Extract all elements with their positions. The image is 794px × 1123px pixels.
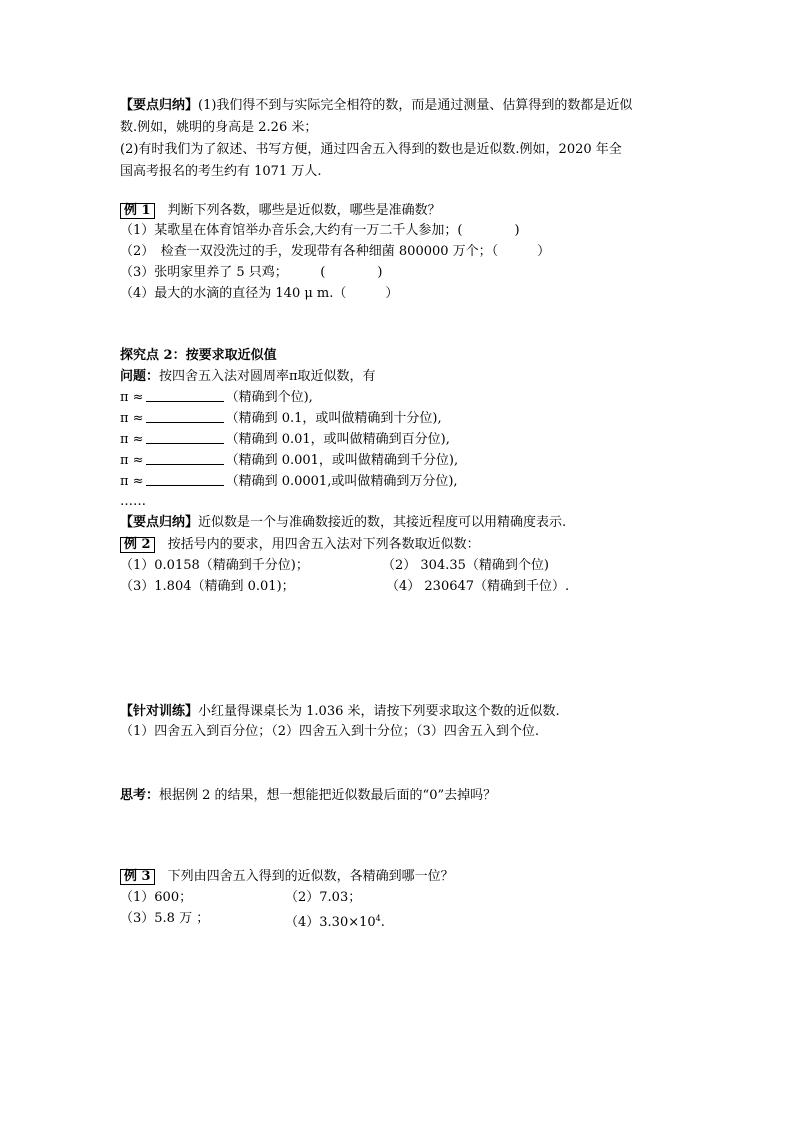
example-3-question: 例 3 下列由四舍五入得到的近似数，各精确到哪一位？ [120,868,454,886]
answer-blank[interactable] [146,410,224,423]
key-points-label: 【要点归纳】 [120,515,199,530]
key-points-2: 【要点归纳】近似数是一个与准确数接近的数，其接近程度可以用精确度表示. [120,515,567,530]
answer-blank[interactable] [146,452,224,465]
example-2-item-3: （3）1.804（精确到 0.01)； [120,579,295,594]
pi-row-5: π ≈ （精确到 0.0001,或叫做精确到万分位), [120,474,458,489]
example-2-item-4: （4） 230647（精确到千位）. [386,579,570,594]
pi-row-1: π ≈ （精确到个位), [120,390,313,405]
think-label: 思考： [120,788,160,803]
example-3-item-1: （1）600； [120,890,193,905]
pi-row-4: π ≈ （精确到 0.001，或叫做精确到千分位), [120,453,459,468]
training-line-1: 【针对训练】小红量得课桌长为 1.036 米，请按下列要求取这个数的近似数. [120,704,560,719]
key-points-label: 【要点归纳】 [120,98,199,113]
key-points-1-line-2: 数.例如，姚明的身高是 2.26 米； [120,120,318,135]
ellipsis: …… [120,494,146,509]
training-label: 【针对训练】 [120,704,199,719]
example-3-item-4: $(4)3.30\times 10^4$. [285,914,385,930]
key-points-1-line-1: 【要点归纳】(1)我们得不到与实际完全相符的数，而是通过测量、估算得到的数都是近似 [120,98,633,113]
example-3-label: 例 3 [120,869,155,885]
example-3-item-3: （3）5.8 万 ； [120,911,210,926]
example-1-label: 例 1 [120,203,155,219]
answer-blank[interactable] [146,431,224,444]
example-2-label: 例 2 [120,537,155,553]
training-line-2: （1）四舍五入到百分位；（2）四舍五入到十分位；（3）四舍五入到个位. [120,724,539,739]
example-1-item-1: （1）某歌星在体育馆举办音乐会,大约有一万二千人参加；( ) [120,223,520,238]
example-2-question: 例 2 按括号内的要求，用四舍五入法对下列各数取近似数： [120,536,480,554]
section-2-heading: 探究点 2：按要求取近似值 [120,348,277,363]
pi-row-2: π ≈ （精确到 0.1，或叫做精确到十分位), [120,411,442,426]
example-1-item-3: （3）张明家里养了 5 只鸡； ( ) [120,265,383,280]
example-1-question: 例 1 判断下列各数，哪些是近似数，哪些是准确数？ [120,202,441,220]
answer-blank[interactable] [146,473,224,486]
think-line: 思考：根据例 2 的结果，想一想能把近似数最后面的“0”去掉吗？ [120,788,497,803]
key-points-1-line-3: (2)有时我们为了叙述、书写方便，通过四舍五入得到的数也是近似数.例如，2020 年全 [120,142,622,157]
example-2-item-2: （2） 304.35（精确到个位) [382,558,549,573]
example-2-item-1: （1）0.0158（精确到千分位)； [120,558,309,573]
problem-line: 问题：按四舍五入法对圆周率π取近似数，有 [120,369,376,384]
example-1-item-2: （2） 检查一双没洗过的手，发现带有各种细菌 800000 万个；（ ） [120,244,551,259]
pi-row-3: π ≈ （精确到 0.01，或叫做精确到百分位), [120,432,450,447]
example-1-item-4: （4）最大的水滴的直径为 140 μ m.（ ） [120,286,399,301]
key-points-1-line-4: 国高考报名的考生约有 1071 万人. [120,164,322,179]
answer-blank[interactable] [146,389,224,402]
example-3-item-2: （2）7.03； [285,890,362,905]
